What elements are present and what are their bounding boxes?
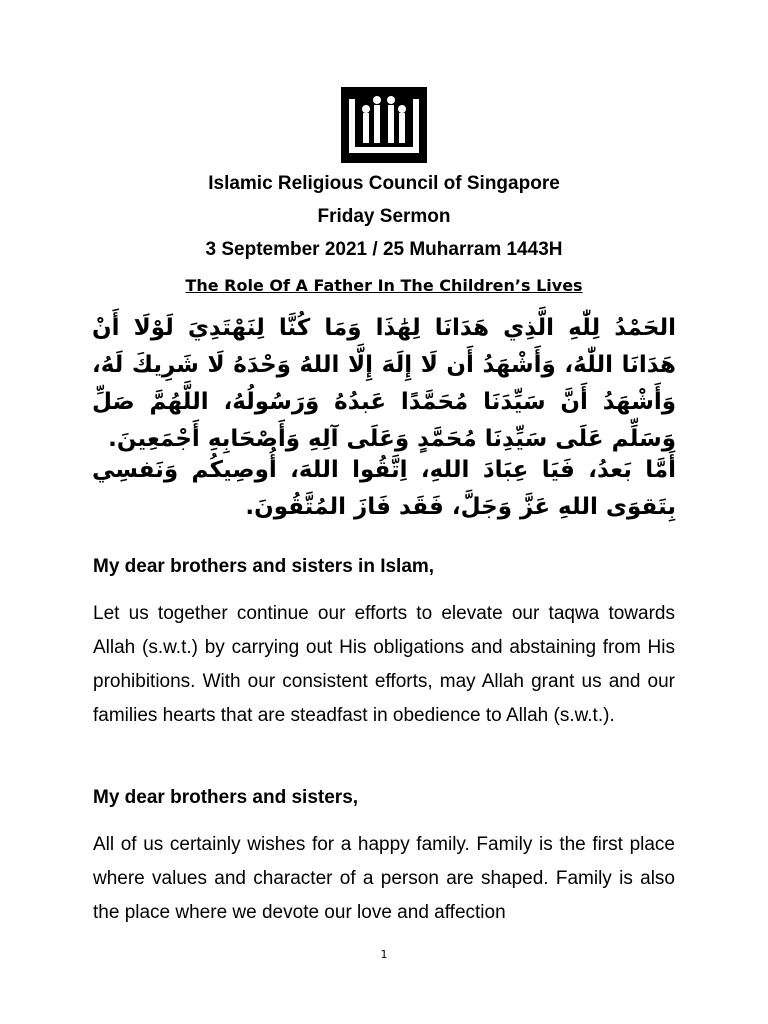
salutation-brothers-sisters: My dear brothers and sisters, <box>93 787 359 808</box>
paragraph-taqwa: Let us together continue our efforts to elevate our taqwa towards Allah (s.w.t.) by carrying out His obligations and abstaining from His prohibitions. With our consistent efforts, may Allah grant us and our families hearts that are steadfast in obedience to Allah (s.w.t.). <box>93 603 675 726</box>
organization-name: Islamic Religious Council of Singapore <box>208 173 560 194</box>
muis-logo-icon <box>341 87 427 163</box>
salutation-brothers-sisters-in-islam: My dear brothers and sisters in Islam, <box>93 556 435 577</box>
sermon-date: 3 September 2021 / 25 Muharram 1443H <box>205 239 563 260</box>
sermon-title: The Role Of A Father In The Children’s Lives <box>185 276 583 295</box>
page-number: 1 <box>380 948 388 961</box>
arabic-opening-praise: الحَمْدُ لِلّٰهِ الَّذِي هَدَانَا لِهَٰذَا وَمَا كُنَّا لِنَهْتَدِيَ لَوْلَا أَنْ هَدَانَا اللّٰهُ، وَأَشْهَدُ أَن لَا إِلَهَ إِلَّا اللهُ وَحْدَهُ لَا شَرِيكَ لَهُ، وَأَشْهَدُ أَنَّ سَيِّدَنَا مُحَمَّدًا عَبدُهُ وَرَسُولُهُ، اللَّهُمَّ صَلِّ وَسَلِّم عَلَى سَيِّدِنَا مُحَمَّدٍ وَعَلَى آلِهِ وَأَصْحَابِهِ أَجْمَعِينَ. <box>92 315 676 452</box>
arabic-exhortation: أَمَّا بَعدُ، فَيَا عِبَادَ اللهِ، اِتَّقُوا اللهَ، أُوصِيكُم وَنَفسِي بِتَقوَى اللهِ عَزَّ وَجَلَّ، فَقَد فَازَ المُتَّقُونَ. <box>92 457 676 520</box>
sermon-type: Friday Sermon <box>317 206 451 227</box>
paragraph-family: All of us certainly wishes for a happy family. Family is the first place where values and character of a person are shaped. Family is also the place where we devote our love and affection <box>93 834 675 923</box>
